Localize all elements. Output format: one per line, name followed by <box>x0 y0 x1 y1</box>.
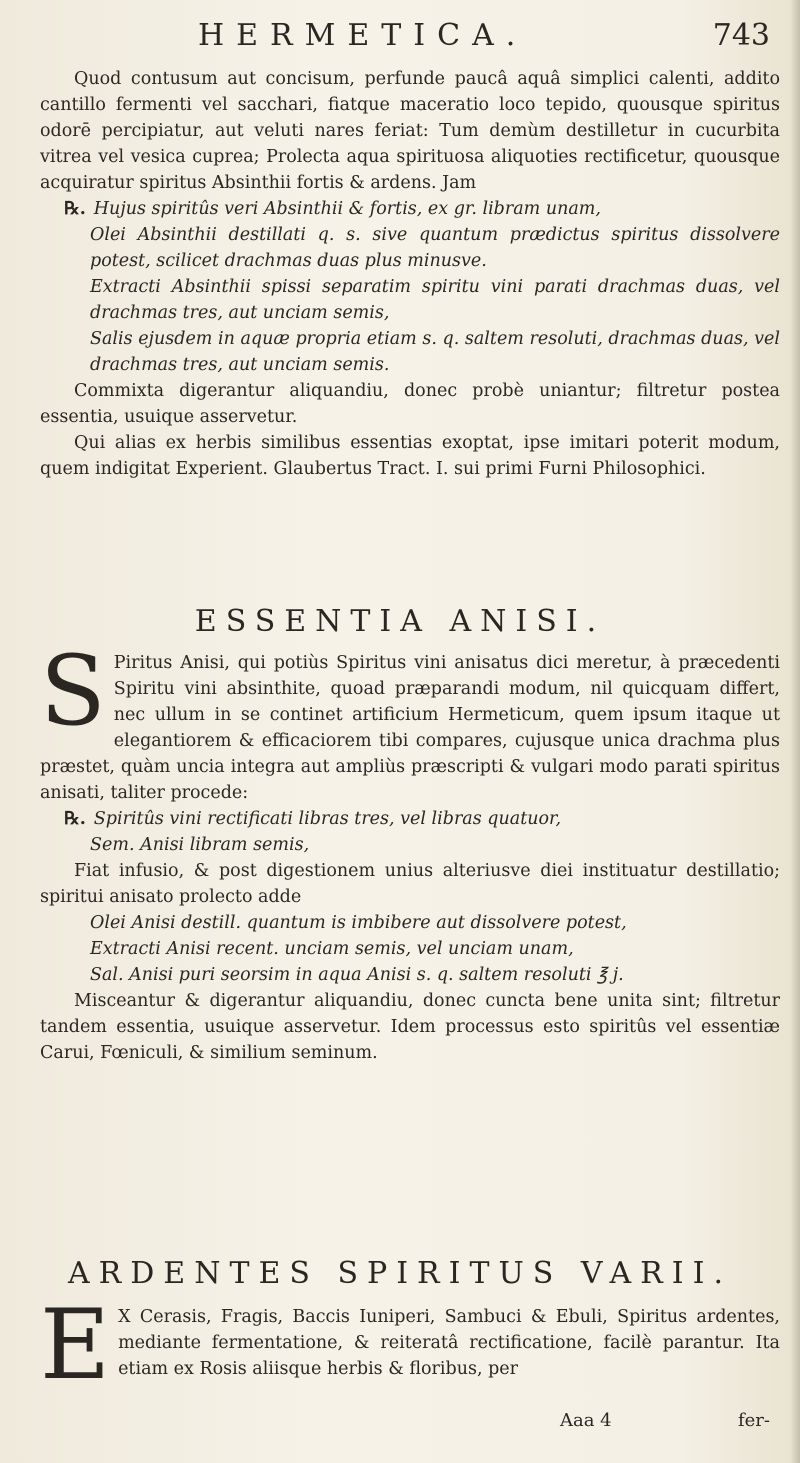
signature-mark: Aaa 4 <box>560 1410 612 1431</box>
paragraph-intro: Quod contusum aut concisum, perfunde paucâ aquâ simplici calenti, addito cantillo fermenti vel sacchari, fiatque maceratio loco tepido, quousque spiritus odorē percipiatur, aut veluti nares feriat: Tum demùm destilletur in cucurbita vitrea vel vesica cuprea; Prolecta aqua spirituosa aliquoties rectificetur, quousque acquiratur spiritus Absinthii fortis & ardens. Jam <box>40 69 780 193</box>
recipe-line: ℞. Hujus spiritûs veri Absinthii & fortis, ex gr. libram unam, <box>64 199 601 219</box>
section-heading-anisi: ESSENTIA ANISI. <box>194 604 606 639</box>
top-text-block <box>40 66 780 482</box>
recipe-symbol: ℞. <box>64 199 86 219</box>
recipe-line: ℞. Spiritûs vini rectificati libras tres, vel libras quatuor, <box>64 809 562 829</box>
recipe-line: Salis ejusdem in aquæ propria etiam s. q. saltem resoluti, drachmas duas, vel drachmas tres, aut unciam semis. <box>90 329 780 375</box>
page-number: 743 <box>712 18 770 53</box>
recipe-line: Olei Absinthii destillati q. s. sive quantum prædictus spiritus dissolvere potest, scilicet drachmas duas plus minusve. <box>90 225 780 271</box>
recipe-line: Extracti Anisi recent. unciam semis, vel unciam unam, <box>90 939 574 959</box>
paragraph-commixta: Commixta digerantur aliquandiu, donec probè uniantur; filtretur postea essentia, usuique asservetur. <box>40 381 780 427</box>
recipe-symbol: ℞. <box>64 809 86 829</box>
anisi-text-block <box>40 635 780 1066</box>
running-header <box>198 18 770 58</box>
paragraph-glaubertus: Qui alias ex herbis similibus essentias exoptat, ipse imitari poterit modum, quem indigitat Experient. Glaubertus Tract. I. sui primi Furni Philosophici. <box>40 433 780 479</box>
recipe-line: Sal. Anisi puri seorsim in aqua Anisi s. q. saltem resoluti ℥ j. <box>90 965 624 985</box>
drop-capital: S <box>40 635 106 747</box>
ardentes-text-block <box>40 1289 780 1401</box>
running-title: HERMETICA. <box>198 18 528 53</box>
paragraph-misceantur: Misceantur & digerantur aliquandiu, donec cuncta bene unita sint; filtretur tandem essentia, usuique asservetur. Idem processus esto spiritûs vel essentiæ Carui, Fœniculi, & similium seminum. <box>40 991 780 1063</box>
recipe-line: Extracti Absinthii spissi separatim spiritu vini parati drachmas duas, vel drachmas tres, aut unciam semis, <box>90 277 780 323</box>
paragraph-infusio: Fiat infusio, & post digestionem unius alteriusve diei instituatur destillatio; spiritui anisato prolecto adde <box>40 861 780 907</box>
recipe-line: Olei Anisi destill. quantum is imbibere aut dissolvere potest, <box>90 913 627 933</box>
page-fold-shadow <box>790 0 800 1463</box>
paragraph-ardentes: E X Cerasis, Fragis, Baccis Iuniperi, Sambuci & Ebuli, Spiritus ardentes, mediante fermentatione, & reiteratâ rectificatione, facilè parantur. Ita etiam ex Rosis aliisque herbis & floribus, per <box>40 1289 780 1401</box>
section-heading-ardentes: ARDENTES SPIRITUS VARII. <box>68 1256 732 1291</box>
recipe-anisi <box>40 806 780 858</box>
drop-capital: E <box>40 1289 111 1401</box>
recipe-line: Sem. Anisi libram semis, <box>90 835 310 855</box>
paragraph-anisi: S Piritus Anisi, qui potiùs Spiritus vini anisatus dici meretur, à præcedenti Spiritu vini absinthite, quoad præparandi modum, nil quicquam differt, nec ullum in se continet artificium Hermeticum, quem ipsum itaque ut elegantiorem & efficaciorem tibi compares, cujusque unica drachma plus præstet, quàm uncia integra aut ampliùs præscripti & vulgari modo parati spiritus anisati, taliter procede: <box>40 635 780 803</box>
catchword: fer- <box>737 1410 770 1431</box>
recipe-anisi-additions <box>40 910 780 988</box>
recipe-absinthii <box>40 196 780 378</box>
